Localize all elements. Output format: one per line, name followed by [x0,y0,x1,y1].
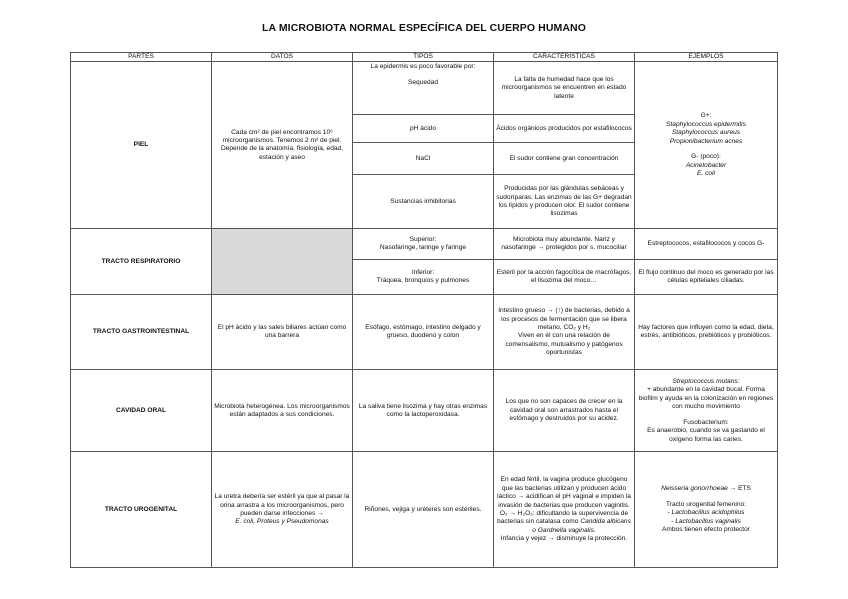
ejemplo-cell: Hay factores que influyen como la edad, dieta, estrés, antibióticos, prebióticos y probióticos. [635,295,778,370]
datos-gastro: El pH ácido y las sales biliares actúan como una barrera [212,295,353,370]
table-row [71,229,778,260]
microbiota-table [70,52,778,568]
tipo-cell: Inferior: Tráquea, bronquios y pulmones [353,260,494,295]
tipo-cell: La epidermis es poco favorable por: Sequedad [353,62,494,115]
parte-piel: PIEL [71,62,212,229]
parte-urogenital: TRACTO UROGENITAL [71,452,212,568]
table-row [71,295,778,370]
header-row [71,53,778,62]
tipo-cell: NaCl [353,143,494,175]
caracteristica-cell: Estéril por la acción fagocítica de macrófagos, el lisozima del moco… [494,260,635,295]
caracteristica-cell: Ácidos orgánicos producidos por estafilococos [494,115,635,143]
header-datos: DATOS [212,53,353,62]
ejemplo-cell: Streptococcus mutans: + abundante en la cavidad bucal. Forma biofilm y ayuda en la colonización en regiones con mucho movimiento Fusobacterium: Es anaerobio, cuando se va gastando el oxígeno forma las caries. [635,370,778,452]
table-row [71,452,778,568]
page-title: LA MICROBIOTA NORMAL ESPECÍFICA DEL CUERPO HUMANO [262,22,586,34]
tipos-intro: La epidermis es poco favorable por: [370,63,476,71]
table-row [71,62,778,115]
caracteristica-cell: La falta de humedad hace que los microorganismos se encuentren en estado latente [494,62,635,115]
tipo-cell: pH ácido [353,115,494,143]
ejemplo-cell: El flujo continuo del moco es generado por las células epiteliales ciliadas. [635,260,778,295]
caracteristica-cell: Producidas por las glándulas sebáceas y sudoríparas. Las enzimas de las G+ degradan los lípidos y producen olor. El sudor contiene lisozimas [494,175,635,229]
datos-piel: Cada cm² de piel encontramos 10⁶ microorganismos. Tenemos 2 m² de piel. Depende de la anatomía, fisiología, edad, estación y aseo [212,62,353,229]
parte-gastro: TRACTO GASTROINTESTINAL [71,295,212,370]
tipo-cell: Riñones, vejiga y uréteres son estériles. [353,452,494,568]
header-tipos: TIPOS [353,53,494,62]
parte-respiratorio: TRACTO RESPIRATORIO [71,229,212,295]
ejemplo-cell: Neisseria gonorrhoeae → ETS Tracto urogenital femenino: - Lactobacillus acidophilus - Lactobacillus vaginalis Ambos tienen efecto protector [635,452,778,568]
datos-urogenital: La uretra debería ser estéril ya que al pasar la orina arrastra a los microorganismos, pero pueden darse infecciones → E. coli, Proteus y Pseudomonas [212,452,353,568]
parte-oral: CAVIDAD ORAL [71,370,212,452]
tipo-cell: Esófago, estómago, intestino delgado y grueso, duodeno y colon [353,295,494,370]
caracteristica-cell: En edad fértil, la vagina produce glucógeno que las bacterias utilizan y producen ácido láctico → acidifican el pH vaginal e impiden la invasión de bacterias que producen vaginitis. O₂ → H₂O₂: dificultando la supervivencia de bacterias sin catalasa como Candida albicans o Gardnella vaginalis. Infancia y vejez → disminuye la protección. [494,452,635,568]
header-caracteristicas: CARACTERÍSTICAS [494,53,635,62]
header-partes: PARTES [71,53,212,62]
tipo-cell: La saliva tiene lisozima y hay otras enzimas como la lactoperoxidasa. [353,370,494,452]
ejemplos-piel: G+: Staphylococcus epidermitis Staphylococcus aureus Propionibacterium acnes G- (poco): Acinetobacter E. coli [635,62,778,229]
table-row [71,370,778,452]
caracteristica-cell: Intestino grueso → (↑) de bacterias, debido a los procesos de fermentación que se libera metano, CO₂ y H₂ Viven en él con una relación de comensalismo, mutualismo y patógenos oportunistas [494,295,635,370]
caracteristica-cell: El sudor contiene gran concentración [494,143,635,175]
caracteristica-cell: Los que no son capaces de crecer en la cavidad oral son arrastrados hasta el estómago y destruidos por su acidez. [494,370,635,452]
datos-oral: Microbiota heterogénea. Los microorganismos están adaptados a sus condiciones. [212,370,353,452]
caracteristica-cell: Microbiota muy abundante. Nariz y nasofaringe → protegidos por s. mucociliar [494,229,635,260]
tipo-cell: Sustancias inhibitorias [353,175,494,229]
header-ejemplos: EJEMPLOS [635,53,778,62]
tipo-cell: Superior: Nasofaringe, laringe y faringe [353,229,494,260]
ejemplo-cell: Estreptococos, estafilococos y cocos G- [635,229,778,260]
datos-respiratorio-empty [212,229,353,295]
